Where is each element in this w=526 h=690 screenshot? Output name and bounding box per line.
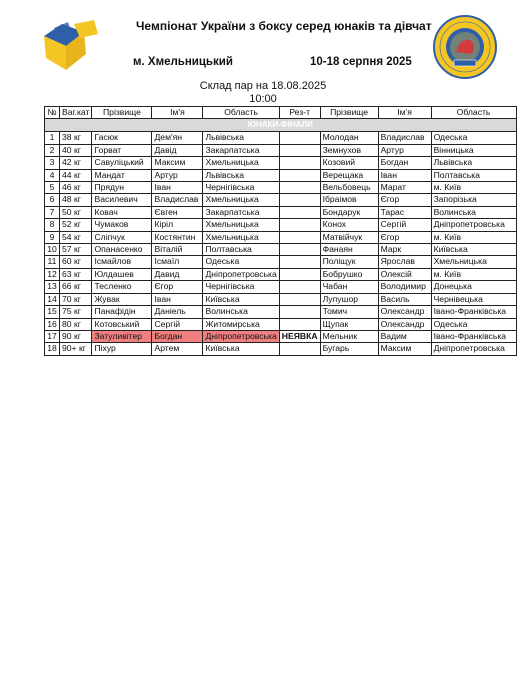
cell-name-blue: Владислав: [378, 132, 431, 144]
cell-weight: 38 кг: [60, 132, 92, 144]
cell-region-blue: Дніпропетровська: [431, 343, 516, 355]
cell-name-red: Єгор: [152, 281, 203, 293]
cell-region-blue: м. Київ: [431, 231, 516, 243]
cell-result: [279, 144, 320, 156]
cell-surname-red: Василевич: [92, 194, 152, 206]
cell-surname-red: Жувак: [92, 293, 152, 305]
cell-surname-red: Прядун: [92, 182, 152, 194]
cell-region-red: Хмельницька: [203, 219, 279, 231]
cell-surname-blue: Вельбовець: [320, 182, 378, 194]
event-city: м. Хмельницький: [133, 56, 233, 68]
cell-weight: 70 кг: [60, 293, 92, 305]
cell-region-red: Одеська: [203, 256, 279, 268]
cell-name-blue: Тарас: [378, 206, 431, 218]
cell-surname-blue: Конох: [320, 219, 378, 231]
cell-weight: 57 кг: [60, 244, 92, 256]
cell-region-blue: Одеська: [431, 318, 516, 330]
cell-name-blue: Єгор: [378, 231, 431, 243]
cell-number: 11: [45, 256, 60, 268]
cell-surname-red: Мандат: [92, 169, 152, 181]
cell-surname-red: Ісмайлов: [92, 256, 152, 268]
cell-surname-blue: Земнухов: [320, 144, 378, 156]
cell-region-blue: м. Київ: [431, 182, 516, 194]
cell-weight: 54 кг: [60, 231, 92, 243]
cell-region-red: Чернігівська: [203, 182, 279, 194]
cell-surname-blue: Лупушор: [320, 293, 378, 305]
cell-surname-blue: Молодан: [320, 132, 378, 144]
cell-region-red: Львівська: [203, 132, 279, 144]
cell-region-red: Волинська: [203, 306, 279, 318]
cell-name-red: Сергій: [152, 318, 203, 330]
cell-name-red: Владислав: [152, 194, 203, 206]
col-surname-blue: Прізвище: [320, 107, 378, 119]
col-region-blue: Область: [431, 107, 516, 119]
cell-surname-red: Ковач: [92, 206, 152, 218]
cell-number: 17: [45, 330, 60, 342]
cell-number: 8: [45, 219, 60, 231]
cell-region-red: Львівська: [203, 169, 279, 181]
cell-surname-blue: Фанаян: [320, 244, 378, 256]
pairs-table: [44, 106, 517, 356]
cell-region-blue: Хмельницька: [431, 256, 516, 268]
col-name-red: Ім'я: [152, 107, 203, 119]
cell-number: 18: [45, 343, 60, 355]
championship-logo: [40, 18, 102, 76]
cell-name-blue: Вадим: [378, 330, 431, 342]
cell-weight: 46 кг: [60, 182, 92, 194]
cell-weight: 75 кг: [60, 306, 92, 318]
cell-name-red: Максим: [152, 157, 203, 169]
cell-name-blue: Ярослав: [378, 256, 431, 268]
cell-region-blue: Чернівецька: [431, 293, 516, 305]
cell-number: 2: [45, 144, 60, 156]
cell-weight: 42 кг: [60, 157, 92, 169]
cell-name-blue: Іван: [378, 169, 431, 181]
cell-weight: 40 кг: [60, 144, 92, 156]
cell-name-blue: Марк: [378, 244, 431, 256]
cell-weight: 48 кг: [60, 194, 92, 206]
cell-region-blue: Львівська: [431, 157, 516, 169]
cell-result: [279, 157, 320, 169]
table-header-row: [45, 107, 517, 119]
cell-name-blue: Єгор: [378, 194, 431, 206]
table-row: [45, 306, 517, 318]
cell-result: [279, 343, 320, 355]
cell-weight: 63 кг: [60, 268, 92, 280]
cell-surname-blue: Томич: [320, 306, 378, 318]
cell-number: 9: [45, 231, 60, 243]
cell-region-red: Полтавська: [203, 244, 279, 256]
cell-region-red: Житомирська: [203, 318, 279, 330]
cell-number: 15: [45, 306, 60, 318]
cell-surname-red: Опанасенко: [92, 244, 152, 256]
cell-name-red: Євген: [152, 206, 203, 218]
cell-weight: 52 кг: [60, 219, 92, 231]
cell-region-red: Хмельницька: [203, 157, 279, 169]
cell-surname-red: Горват: [92, 144, 152, 156]
cell-region-blue: м. Київ: [431, 268, 516, 280]
championship-title: Чемпіонат України з боксу серед юнаків та дівчат: [136, 19, 432, 33]
cell-name-red: Дем'ян: [152, 132, 203, 144]
table-row: [45, 231, 517, 243]
table-row: [45, 268, 517, 280]
cell-name-blue: Максим: [378, 343, 431, 355]
cell-name-red: Богдан: [152, 330, 203, 342]
cell-surname-red: Затуливітер: [92, 330, 152, 342]
cell-surname-red: Савуліцький: [92, 157, 152, 169]
cell-region-red: Київська: [203, 343, 279, 355]
cell-result: [279, 132, 320, 144]
section-label: ЮНАКИ-ФІНАЛИ: [45, 119, 517, 132]
cell-name-red: Давід: [152, 144, 203, 156]
cell-name-red: Ісмаїл: [152, 256, 203, 268]
cell-weight: 90+ кг: [60, 343, 92, 355]
cell-region-blue: Дніпропетровська: [431, 219, 516, 231]
cell-region-red: Київська: [203, 293, 279, 305]
cell-surname-red: Панафідін: [92, 306, 152, 318]
cell-surname-blue: Щупак: [320, 318, 378, 330]
cell-result: [279, 281, 320, 293]
cell-name-blue: Василь: [378, 293, 431, 305]
cell-region-red: Хмельницька: [203, 231, 279, 243]
cell-region-blue: Запорізька: [431, 194, 516, 206]
col-weight: Ваг.кат: [60, 107, 92, 119]
cell-region-blue: Івано-Франківська: [431, 306, 516, 318]
table-row: [45, 318, 517, 330]
federation-logo: [432, 14, 498, 80]
section-row: [45, 119, 517, 132]
cell-result: [279, 306, 320, 318]
pairs-subtitle: Склад пар на 18.08.2025: [199, 80, 327, 92]
cell-result: НЕЯВКА: [279, 330, 320, 342]
event-dates: 10-18 серпня 2025: [310, 56, 412, 68]
cell-surname-red: Сліпчук: [92, 231, 152, 243]
table-row: [45, 132, 517, 144]
cell-name-red: Кіріл: [152, 219, 203, 231]
cell-name-blue: Марат: [378, 182, 431, 194]
cell-number: 4: [45, 169, 60, 181]
cell-region-red: Закарпатська: [203, 144, 279, 156]
table-row: [45, 219, 517, 231]
table-row: [45, 281, 517, 293]
cell-region-red: Дніпропетровська: [203, 330, 279, 342]
cell-name-red: Даніель: [152, 306, 203, 318]
cell-weight: 44 кг: [60, 169, 92, 181]
cell-weight: 66 кг: [60, 281, 92, 293]
cell-surname-red: Котовський: [92, 318, 152, 330]
cell-number: 6: [45, 194, 60, 206]
cell-region-blue: Одеська: [431, 132, 516, 144]
cell-surname-red: Тесленко: [92, 281, 152, 293]
cell-number: 7: [45, 206, 60, 218]
cell-name-blue: Сергій: [378, 219, 431, 231]
table-row: [45, 144, 517, 156]
cell-surname-blue: Чабан: [320, 281, 378, 293]
cell-region-blue: Київська: [431, 244, 516, 256]
cell-region-red: Хмельницька: [203, 194, 279, 206]
table-row: [45, 244, 517, 256]
cell-region-red: Закарпатська: [203, 206, 279, 218]
table-row: [45, 182, 517, 194]
col-result: Рез-т: [279, 107, 320, 119]
col-name-blue: Ім'я: [378, 107, 431, 119]
cell-surname-blue: Бобрушко: [320, 268, 378, 280]
cell-number: 5: [45, 182, 60, 194]
table-row: [45, 330, 517, 342]
cell-result: [279, 268, 320, 280]
table-row: [45, 256, 517, 268]
cell-weight: 60 кг: [60, 256, 92, 268]
cell-region-blue: Донецька: [431, 281, 516, 293]
cell-surname-blue: Бугарь: [320, 343, 378, 355]
cell-number: 10: [45, 244, 60, 256]
cell-name-red: Артем: [152, 343, 203, 355]
cell-weight: 90 кг: [60, 330, 92, 342]
cell-result: [279, 231, 320, 243]
cell-number: 3: [45, 157, 60, 169]
cell-result: [279, 169, 320, 181]
cell-result: [279, 219, 320, 231]
cell-name-blue: Олександр: [378, 318, 431, 330]
cell-region-blue: Волинська: [431, 206, 516, 218]
table-row: [45, 157, 517, 169]
cell-region-blue: Івано-Франківська: [431, 330, 516, 342]
cell-surname-blue: Матвійчук: [320, 231, 378, 243]
cell-name-red: Віталій: [152, 244, 203, 256]
cell-surname-blue: Бондарук: [320, 206, 378, 218]
cell-result: [279, 318, 320, 330]
cell-weight: 80 кг: [60, 318, 92, 330]
cell-surname-red: Піхур: [92, 343, 152, 355]
col-number: №: [45, 107, 60, 119]
cell-name-red: Артур: [152, 169, 203, 181]
cell-name-red: Костянтин: [152, 231, 203, 243]
cell-result: [279, 182, 320, 194]
table-row: [45, 194, 517, 206]
cell-result: [279, 256, 320, 268]
cell-name-red: Іван: [152, 293, 203, 305]
table-row: [45, 169, 517, 181]
cell-name-red: Іван: [152, 182, 203, 194]
cell-weight: 50 кг: [60, 206, 92, 218]
cell-number: 1: [45, 132, 60, 144]
cell-name-blue: Олександр: [378, 306, 431, 318]
cell-surname-blue: Мельник: [320, 330, 378, 342]
cell-result: [279, 293, 320, 305]
cell-surname-blue: Поліщук: [320, 256, 378, 268]
cell-result: [279, 194, 320, 206]
col-region-red: Область: [203, 107, 279, 119]
cell-surname-red: Гасюк: [92, 132, 152, 144]
cell-name-blue: Богдан: [378, 157, 431, 169]
cell-name-blue: Володимир: [378, 281, 431, 293]
cell-surname-red: Чумаков: [92, 219, 152, 231]
cell-region-blue: Полтавська: [431, 169, 516, 181]
cell-result: [279, 244, 320, 256]
table-row: [45, 293, 517, 305]
cell-region-blue: Вінницька: [431, 144, 516, 156]
cell-name-blue: Олексій: [378, 268, 431, 280]
cell-surname-blue: Ібраімов: [320, 194, 378, 206]
cell-number: 14: [45, 293, 60, 305]
cell-result: [279, 206, 320, 218]
cell-surname-red: Юлдашев: [92, 268, 152, 280]
cell-number: 12: [45, 268, 60, 280]
cell-number: 16: [45, 318, 60, 330]
table-row: [45, 343, 517, 355]
cell-name-red: Давид: [152, 268, 203, 280]
cell-surname-blue: Козовий: [320, 157, 378, 169]
cell-name-blue: Артур: [378, 144, 431, 156]
cell-surname-blue: Верещака: [320, 169, 378, 181]
table-row: [45, 206, 517, 218]
cell-region-red: Дніпропетровська: [203, 268, 279, 280]
col-surname-red: Прізвище: [92, 107, 152, 119]
session-time: 10:00: [249, 93, 277, 105]
cell-number: 13: [45, 281, 60, 293]
cell-region-red: Чернігівська: [203, 281, 279, 293]
